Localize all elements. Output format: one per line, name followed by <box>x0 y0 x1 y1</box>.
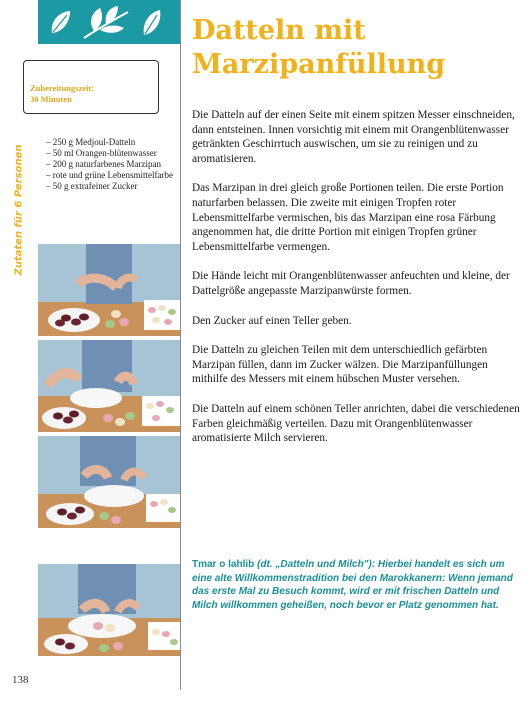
step-photo-3 <box>38 436 180 528</box>
leaf-icon <box>48 8 74 36</box>
leaf-icon <box>140 8 164 38</box>
prep-time-label: Zubereitungszeit: <box>30 83 95 93</box>
prep-time-box <box>23 60 159 114</box>
ingredients-title: Zutaten für 6 Personen <box>13 144 25 276</box>
instruction-paragraph: Die Datteln auf der einen Seite mit einem spitzen Messer einschneiden, dann entsteinen. Innen vorsichtig mit einem mit Orangenblütenwasser getränkten Geschirrtuch auswischen, um sie zu reinigen und zu aromatisieren. <box>192 109 515 165</box>
tradition-note <box>192 558 522 612</box>
step-photo-2 <box>38 340 180 432</box>
instruction-paragraph: Die Hände leicht mit Orangenblütenwasser anfeuchten und kleine, der Dattelgröße angepasste Marzipanwürste formen. <box>192 270 510 297</box>
note-lead: Tmar o lahlib <box>192 559 255 570</box>
prep-time-text <box>30 83 94 105</box>
ingredient-item: – 250 g Medjoul-Datteln <box>46 137 136 147</box>
instruction-paragraph: Den Zucker auf einen Teller geben. <box>192 314 352 327</box>
leaf-branch-icon <box>80 4 132 42</box>
ingredients-list <box>46 137 178 192</box>
instruction-paragraph: Die Datteln zu gleichen Teilen mit dem unterschiedlich gefärbten Marzipan füllen, dann im Zucker wälzen. Die Marzipanfüllungen mithilfe des Messers mit einem hübschen Muster versehen. <box>192 344 488 386</box>
ingredient-item: – 50 g extrafeiner Zucker <box>46 181 138 191</box>
instruction-paragraph: Die Datteln auf einem schönen Teller anrichten, dabei die verschiedenen Farben gleichmäßig verteilen. Dazu mit Orangenblütenwasser aromatisierte Milch servieren. <box>192 402 520 445</box>
decorative-header-band <box>38 0 180 44</box>
ingredient-item: – 50 ml Orangen-blütenwasser <box>46 148 157 158</box>
ingredients-title-wrapper <box>8 140 30 280</box>
note-text: (dt. „Datteln und Milch"): Hierbei handelt es sich um eine alte Willkommenstradition bei den Marokkanern: Wenn jemand das erste Mal zu Besuch kommt, wird er mit frischen Datteln und Milch willkommen geheißen, noch bevor er Platz genommen hat. <box>192 559 513 611</box>
step-photo-1 <box>38 244 180 336</box>
ingredient-item: – rote und grüne Lebensmittelfarbe <box>46 170 173 180</box>
step-photo-4 <box>38 564 180 656</box>
recipe-instructions <box>192 108 522 461</box>
instruction-paragraph: Das Marzipan in drei gleich große Portionen teilen. Die erste Portion naturfarben belassen. Die zweite mit einigen Tropfen roter Lebensmittelfarbe vermischen, bis das Marzipan eine rosa Färbung angenommen hat, die dritte Portion mit einigen Tropfen grüner Lebensmittelfarbe vermengen. <box>192 182 504 253</box>
page-number: 138 <box>12 674 29 686</box>
prep-time-value: 30 Minuten <box>30 94 72 104</box>
recipe-title: Datteln mit Marzipanfüllung <box>192 15 446 80</box>
ingredient-item: – 200 g naturfarbenes Marzipan <box>46 159 161 169</box>
